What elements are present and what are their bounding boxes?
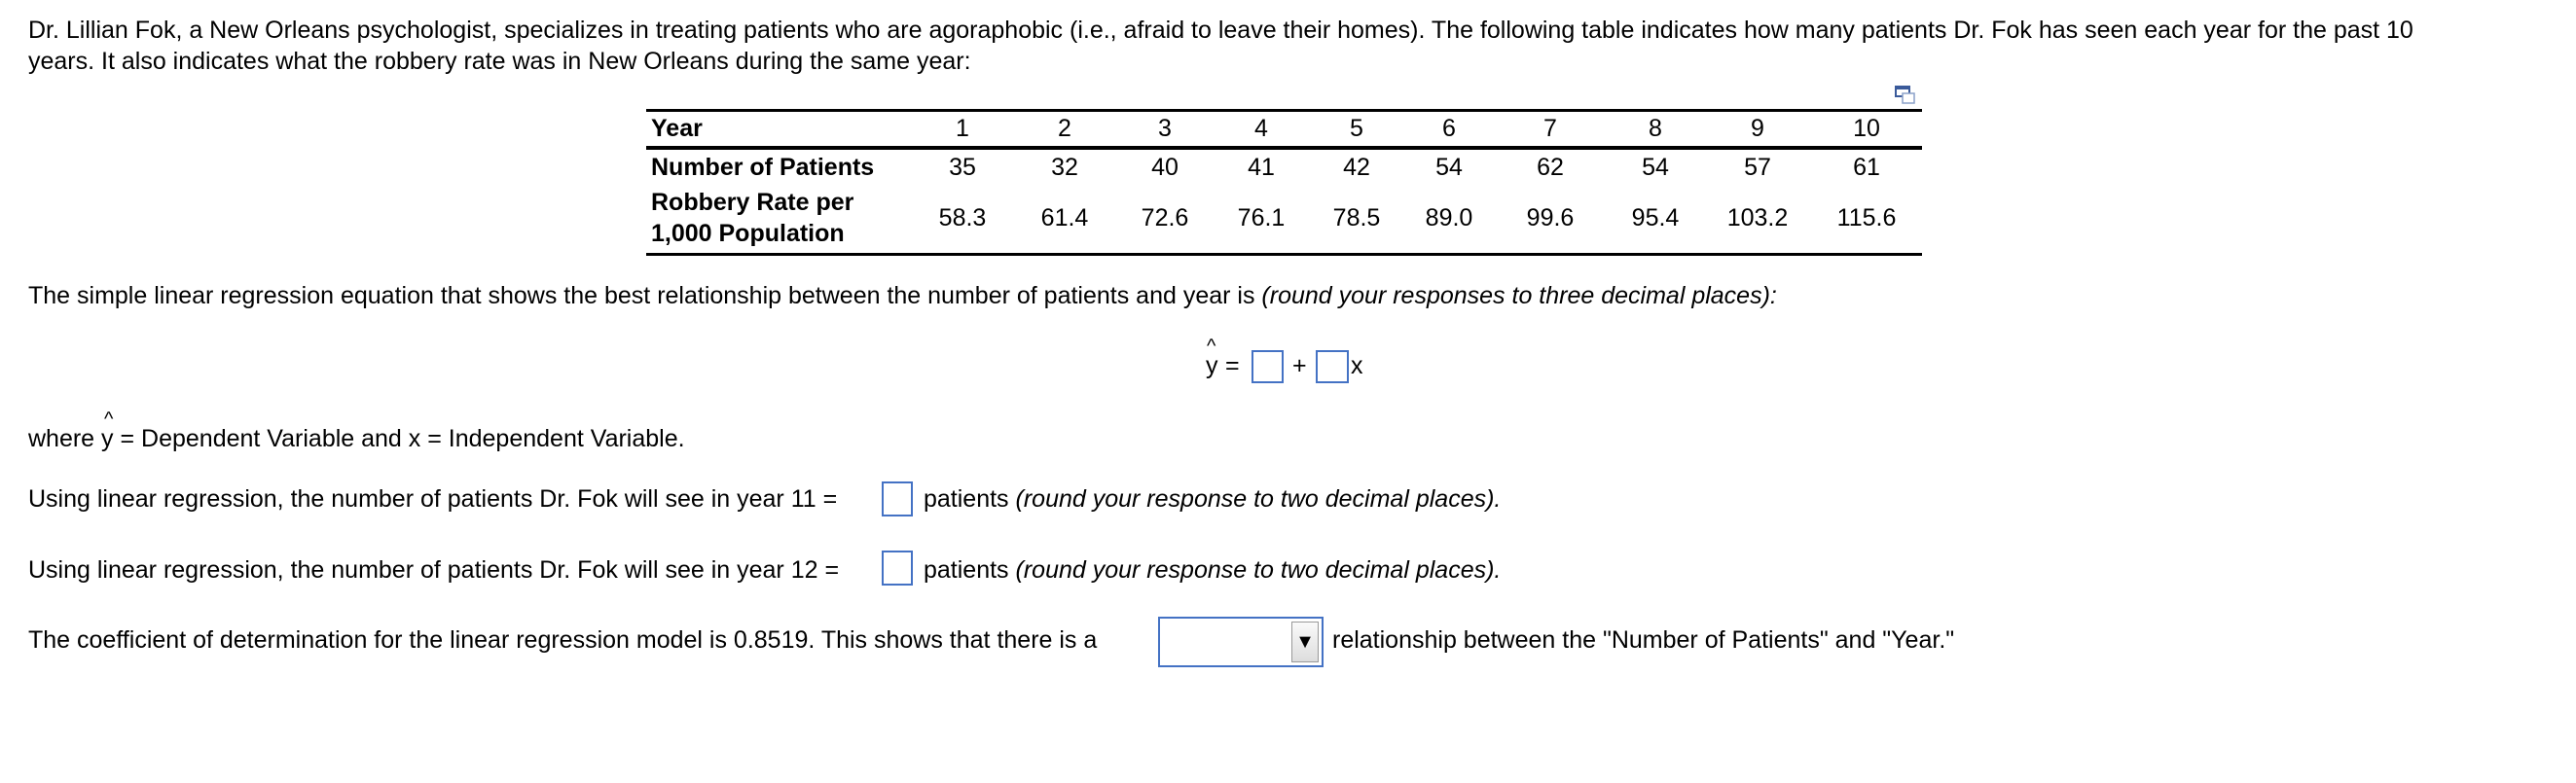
- year12-input[interactable]: [882, 551, 913, 586]
- hat-symbol: ^: [104, 409, 114, 430]
- cell-patients: 62: [1537, 154, 1564, 181]
- table-top-border: [646, 109, 1922, 112]
- cell-robbery: 76.1: [1237, 204, 1286, 231]
- cell-year: 1: [956, 115, 969, 142]
- year11-text: Using linear regression, the number of patients Dr. Fok will see in year 11 =: [28, 485, 838, 513]
- cell-patients: 54: [1435, 154, 1463, 181]
- year11-suffix: patients (round your response to two decimal places).: [924, 485, 1502, 513]
- intro-line-2: years. It also indicates what the robbery rate was in New Orleans during the same year:: [28, 48, 971, 75]
- table-header-divider: [646, 146, 1922, 150]
- cell-year: 10: [1853, 115, 1880, 142]
- cell-patients: 32: [1051, 154, 1078, 181]
- chevron-down-icon[interactable]: ▼: [1291, 622, 1319, 662]
- cell-patients: 57: [1744, 154, 1771, 181]
- regression-prompt: The simple linear regression equation that shows the best relationship between the number of patients and year is (round your responses to three decimal places):: [28, 282, 1777, 309]
- cell-year: 7: [1543, 115, 1557, 142]
- year12-text: Using linear regression, the number of patients Dr. Fok will see in year 12 =: [28, 556, 840, 584]
- cell-robbery: 115.6: [1836, 204, 1897, 231]
- cell-year: 9: [1751, 115, 1764, 142]
- year11-input[interactable]: [882, 481, 913, 516]
- coefficient-suffix: relationship between the "Number of Patients" and "Year.": [1332, 626, 1955, 654]
- row-label-robbery-2: 1,000 Population: [651, 220, 845, 247]
- hat-symbol: ^: [1207, 336, 1216, 357]
- cell-robbery: 99.6: [1526, 204, 1575, 231]
- equals-sign: =: [1225, 352, 1240, 379]
- cell-robbery: 58.3: [938, 204, 987, 231]
- cell-robbery: 95.4: [1631, 204, 1680, 231]
- cell-patients: 42: [1343, 154, 1370, 181]
- cell-year: 8: [1649, 115, 1662, 142]
- cell-patients: 41: [1248, 154, 1275, 181]
- x-variable: x: [1351, 352, 1363, 379]
- y-hat-label: y: [1206, 352, 1218, 379]
- cell-robbery: 103.2: [1726, 204, 1789, 231]
- row-label-patients: Number of Patients: [651, 154, 875, 181]
- coefficient-text: The coefficient of determination for the linear regression model is 0.8519. This shows that there is a: [28, 626, 1098, 654]
- cell-year: 5: [1350, 115, 1363, 142]
- cell-patients: 40: [1151, 154, 1179, 181]
- cell-patients: 54: [1642, 154, 1669, 181]
- variable-definition: where ^ y = Dependent Variable and x = Independent Variable.: [28, 409, 685, 452]
- plus-sign: +: [1292, 352, 1307, 379]
- cell-patients: 35: [949, 154, 976, 181]
- cell-robbery: 61.4: [1040, 204, 1089, 231]
- row-label-year: Year: [651, 115, 703, 142]
- intercept-input[interactable]: [1252, 350, 1284, 383]
- slope-input[interactable]: [1316, 350, 1349, 383]
- relationship-dropdown[interactable]: [1158, 617, 1324, 667]
- row-label-robbery-1: Robbery Rate per: [651, 189, 854, 216]
- table-bottom-border: [646, 253, 1922, 256]
- cell-year: 4: [1254, 115, 1268, 142]
- cell-year: 2: [1058, 115, 1071, 142]
- cell-year: 6: [1442, 115, 1456, 142]
- year12-suffix: patients (round your response to two decimal places).: [924, 556, 1502, 584]
- copy-table-icon[interactable]: [1895, 84, 1916, 112]
- cell-patients: 61: [1853, 154, 1880, 181]
- cell-robbery: 78.5: [1332, 204, 1381, 231]
- cell-robbery: 72.6: [1141, 204, 1189, 231]
- cell-year: 3: [1158, 115, 1172, 142]
- intro-line-1: Dr. Lillian Fok, a New Orleans psychologist, specializes in treating patients who are agoraphobic (i.e., afraid to leave their homes). The following table indicates how many patients Dr. Fok has seen each year for the past 10: [28, 17, 2413, 44]
- cell-robbery: 89.0: [1425, 204, 1473, 231]
